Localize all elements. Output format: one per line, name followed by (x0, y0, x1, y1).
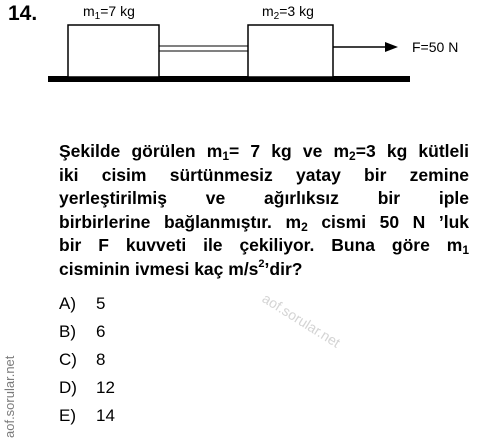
option-value: 14 (96, 406, 115, 425)
option-value: 12 (96, 378, 115, 397)
answer-options (59, 290, 115, 430)
question-number: 14. (8, 2, 38, 25)
question-segment: birbirlerine bağlanmıştır. m (59, 211, 302, 232)
option-letter: D) (59, 378, 77, 397)
question-segment: cisminin ivmesi kaç m/s (59, 258, 259, 279)
diagonal-watermark: aof.sorular.net (259, 290, 344, 351)
question-line (59, 258, 469, 282)
mass1-label: $m_1=7$ kg (83, 3, 135, 22)
side-watermark: aof.sorular.net (2, 355, 17, 438)
question-text (59, 140, 469, 281)
question-segment: 2 (301, 219, 308, 234)
force-arrow-head (385, 42, 398, 52)
option-value: 5 (96, 294, 106, 313)
mass1-box (68, 25, 159, 77)
option-letter: B) (59, 322, 76, 341)
option-a[interactable] (59, 290, 115, 318)
option-value: 6 (96, 322, 106, 341)
question-segment: iki cisim sürtünmesiz yatay bir zemine (59, 164, 469, 185)
question-segment: cismi 50 N ’luk (307, 211, 469, 232)
mass2-box (248, 25, 333, 77)
question-segment: Şekilde görülen m (59, 141, 223, 161)
question-segment: =3 kg kütleli (355, 141, 469, 161)
option-letter: A) (59, 294, 76, 313)
question-segment: ’dir? (264, 258, 303, 279)
question-line (59, 234, 469, 258)
force-label: F=50 N (412, 39, 459, 55)
question-segment: 1 (462, 243, 469, 257)
question-segment: yerleştirilmiş ve ağırlıksız bir iple (59, 188, 469, 208)
question-line (59, 140, 469, 164)
question-line (59, 164, 469, 188)
question-segment: = 7 kg ve m (229, 141, 350, 161)
option-c[interactable] (59, 346, 115, 374)
option-value: 8 (96, 350, 106, 369)
mass2-label: $m_2=3$ kg (262, 3, 314, 22)
option-letter: E) (59, 406, 76, 425)
question-segment: 2 (349, 149, 356, 163)
option-letter: C) (59, 350, 77, 369)
question-segment: 2 (258, 257, 265, 270)
physics-figure (0, 0, 500, 90)
question-segment: bir F kuvveti ile çekiliyor. Buna göre m (59, 235, 463, 255)
option-d[interactable] (59, 374, 115, 402)
question-segment: 1 (222, 149, 230, 163)
question-line (59, 211, 469, 235)
option-b[interactable] (59, 318, 115, 346)
question-line (59, 187, 469, 211)
option-e[interactable] (59, 402, 115, 430)
